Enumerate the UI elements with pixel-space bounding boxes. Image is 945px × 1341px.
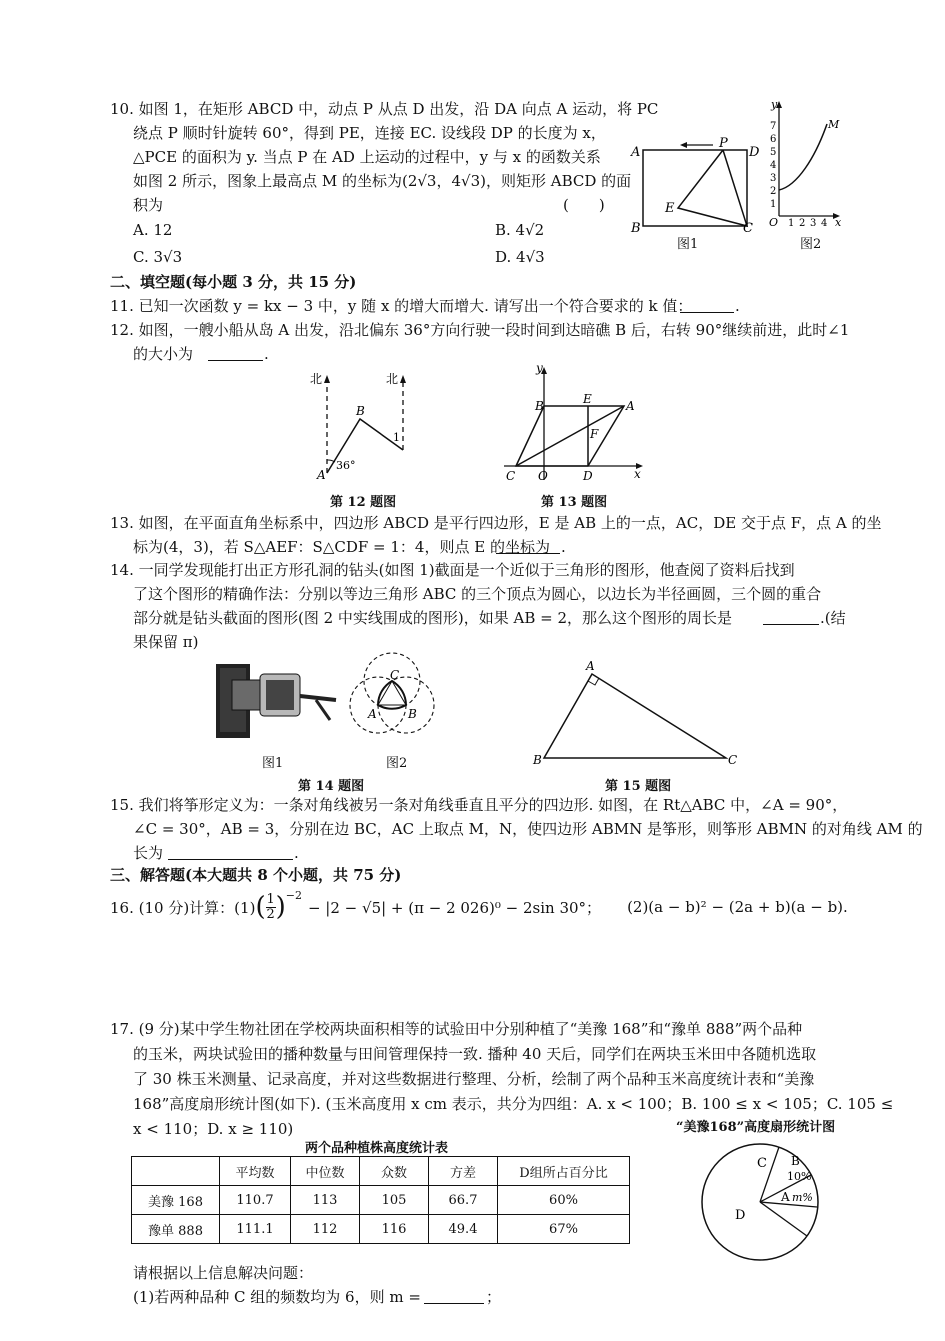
- table-cell: 49.4: [429, 1215, 498, 1244]
- q14-label-a: A: [368, 707, 377, 721]
- q14-line-1: 14. 一同学发现能打出正方形孔洞的钻头(如图 1)截面是一个近似于三角形的图形，他查阅了资料后找到: [110, 561, 795, 579]
- q13-label-d: D: [583, 469, 593, 483]
- table-cell: 67%: [498, 1215, 630, 1244]
- fig1-label-d: D: [749, 145, 760, 160]
- q16-paren-open: (: [255, 892, 266, 922]
- q15-label-c: C: [728, 753, 738, 767]
- q12-label-a: A: [317, 468, 326, 482]
- q17-line-4: 168”高度扇形统计图(如下). (玉米高度用 x cm 表示，共分为四组：A. x < 100；B. 100 ≤ x < 105；C. 105 ≤: [133, 1095, 894, 1113]
- q14-caption: 第 14 题图: [298, 779, 365, 794]
- q10-option-d: D. 4√3: [495, 248, 545, 266]
- q17-line-3: 了 30 株玉米测量、记录高度，并对这些数据进行整理、分析，绘制了两个品种玉米高度统计表和“美豫: [133, 1070, 815, 1088]
- fig2-xtick-4: 4: [821, 218, 828, 229]
- q10-fig2-caption: 图2: [800, 237, 822, 252]
- table-cell: 66.7: [429, 1186, 498, 1215]
- q14-fig2-caption: 图2: [386, 756, 408, 771]
- q10-line-1: 10. 如图 1，在矩形 ABCD 中，动点 P 从点 D 出发，沿 DA 向点 A 运动，将 PC: [110, 100, 659, 118]
- table-cell: 105: [360, 1186, 429, 1215]
- q17-sub-question-1-end: ；: [486, 1288, 502, 1306]
- table-row: [132, 1215, 630, 1244]
- section-2-heading: 二、填空题(每小题 3 分，共 15 分): [110, 273, 357, 291]
- q13-label-y: y: [536, 362, 543, 375]
- q12-north-2: 北: [386, 372, 399, 386]
- q12-angle-1: 1: [393, 431, 400, 444]
- table-header-cell: 平均数: [220, 1157, 291, 1186]
- q14-fig1-caption: 图1: [262, 756, 284, 771]
- q10-line-3: △PCE 的面积为 y. 当点 P 在 AD 上运动的过程中，y 与 x 的函数关系: [133, 148, 601, 166]
- q17-line-2: 的玉米，两块试验田的播种数量与田间管理保持一致. 播种 40 天后，同学们在两块玉米田中各随机选取: [133, 1045, 817, 1063]
- q13-answer-blank[interactable]: [496, 539, 560, 554]
- q15-label-a: A: [586, 659, 595, 673]
- q10-option-b: B. 4√2: [495, 221, 545, 239]
- q17-stat-table: [131, 1156, 630, 1244]
- q14-line-3-tail: .(结: [820, 609, 846, 627]
- fig2-xtick-1: 1: [788, 218, 795, 229]
- q12-answer-blank[interactable]: [208, 346, 263, 361]
- pie-label-d: D: [735, 1208, 746, 1223]
- q10-fig1-caption: 图1: [677, 237, 699, 252]
- q13-line-1: 13. 如图，在平面直角坐标系中，四边形 ABCD 是平行四边形，E 是 AB 上的一点，AC，DE 交于点 F，点 A 的坐: [110, 514, 882, 532]
- q11-end: .: [735, 297, 740, 315]
- fig2-ytick-3: 3: [770, 173, 777, 184]
- q17-line-5: x < 110；D. x ≥ 110): [133, 1120, 294, 1138]
- fig1-label-b: B: [631, 221, 641, 236]
- q15-caption: 第 15 题图: [605, 779, 672, 794]
- table-cell: 美豫 168: [132, 1186, 220, 1215]
- fig2-ytick-5: 5: [770, 147, 777, 158]
- fig2-label-y: y: [771, 98, 778, 111]
- q12-caption: 第 12 题图: [330, 495, 397, 510]
- pie-label-b-pct: 10%: [787, 1170, 812, 1183]
- q16-expression: [110, 890, 848, 924]
- q13-label-f: F: [590, 427, 599, 441]
- q17-pie-title: “美豫168”高度扇形统计图: [676, 1120, 836, 1135]
- table-cell: 116: [360, 1215, 429, 1244]
- q12-angle-36: 36°: [336, 459, 356, 472]
- q10-option-a: A. 12: [133, 221, 173, 239]
- q16-fraction-denominator: 2: [266, 906, 275, 922]
- fig2-ytick-4: 4: [770, 160, 777, 171]
- q15-label-b: B: [533, 753, 542, 767]
- q10-figure-1: [625, 130, 760, 242]
- q10-line-5: 积为: [133, 196, 164, 214]
- table-header-cell: D组所占百分比: [498, 1157, 630, 1186]
- fig1-label-e: E: [665, 201, 675, 216]
- q16-part-1-rest: − |2 − √5| + (π − 2 026)⁰ − 2sin 30°；: [307, 898, 602, 917]
- q12-north-1: 北: [310, 372, 323, 386]
- q17-m-answer-blank[interactable]: [424, 1289, 484, 1304]
- q15-answer-blank[interactable]: [168, 845, 293, 860]
- q11-text: 11. 已知一次函数 y = kx − 3 中，y 随 x 的增大而增大. 请写出一个符合要求的 k 值：: [110, 297, 693, 315]
- q12-end: .: [264, 345, 269, 363]
- q17-line-1: 17. (9 分)某中学生物社团在学校两块面积相等的试验田中分别种植了“美豫 168”和“豫单 888”两个品种: [110, 1020, 803, 1038]
- table-header-cell: 中位数: [291, 1157, 360, 1186]
- pie-label-a-pct: m%: [792, 1191, 813, 1204]
- q13-label-b: B: [535, 399, 544, 413]
- q11-answer-blank[interactable]: [680, 298, 734, 313]
- q16-paren-close: ): [275, 892, 286, 922]
- q13-line-2: 标为(4，3)，若 S△AEF：S△CDF = 1：4，则点 E 的坐标为: [133, 538, 550, 556]
- table-header-cell: 方差: [429, 1157, 498, 1186]
- q15-line-2: ∠C = 30°，AB = 3，分别在边 BC，AC 上取点 M，N，使四边形 ABMN 是筝形，则筝形 ABMN 的对角线 AM 的: [133, 820, 923, 838]
- q10-line-2: 绕点 P 顺时针旋转 60°，得到 PE，连接 EC. 设线段 DP 的长度为 x，: [133, 124, 606, 142]
- table-cell: 60%: [498, 1186, 630, 1215]
- fig2-ytick-1: 1: [770, 199, 777, 210]
- q15-figure: [530, 656, 740, 768]
- q17-pie-chart: [695, 1137, 825, 1267]
- q13-figure: [500, 362, 648, 487]
- fig2-ytick-7: 7: [770, 121, 777, 132]
- pie-label-c: C: [757, 1156, 767, 1171]
- fig2-ytick-6: 6: [770, 134, 777, 145]
- q14-label-c: C: [390, 668, 400, 682]
- fig2-label-m: M: [828, 118, 840, 131]
- q16-part-2: (2)(a − b)² − (2a + b)(a − b).: [627, 898, 848, 916]
- q15-line-1: 15. 我们将筝形定义为：一条对角线被另一条对角线垂直且平分的四边形. 如图，在 Rt△ABC 中，∠A = 90°，: [110, 796, 848, 814]
- fig1-label-p: P: [719, 136, 728, 151]
- q13-label-o: O: [538, 469, 548, 483]
- q12-line-1: 12. 如图，一艘小船从岛 A 出发，沿北偏东 36°方向行驶一段时间到达暗礁 B 后，右转 90°继续前进，此时∠1: [110, 321, 850, 339]
- pie-label-b: B: [791, 1154, 800, 1168]
- fig2-ytick-2: 2: [770, 186, 777, 197]
- table-cell: 112: [291, 1215, 360, 1244]
- q14-reuleaux-figure: [346, 648, 438, 748]
- q17-prompt: 请根据以上信息解决问题：: [133, 1264, 314, 1282]
- q12-line-2: 的大小为: [133, 345, 194, 363]
- q16-exponent: −2: [285, 888, 302, 902]
- q12-figure: [300, 365, 430, 490]
- table-header-row: [132, 1157, 630, 1186]
- fig2-label-x: x: [835, 216, 842, 229]
- q14-line-4: 果保留 π): [133, 633, 199, 651]
- pie-label-a: A: [781, 1190, 790, 1204]
- q15-end: .: [294, 844, 299, 862]
- table-cell: 111.1: [220, 1215, 291, 1244]
- q13-label-x: x: [634, 467, 641, 481]
- table-cell: 113: [291, 1186, 360, 1215]
- q10-figure-2: [765, 98, 845, 232]
- q17-table-title: 两个品种植株高度统计表: [305, 1141, 449, 1156]
- q14-line-2: 了这个图形的精确作法：分别以等边三角形 ABC 的三个顶点为圆心，以边长为半径画圆，三个圆的重合: [133, 585, 822, 603]
- q16-fraction-numerator: 1: [266, 891, 275, 907]
- table-row: [132, 1186, 630, 1215]
- table-header-cell: 众数: [360, 1157, 429, 1186]
- q14-line-3: 部分就是钻头截面的图形(图 2 中实线围成的图形)，如果 AB = 2，那么这个图形的周长是: [133, 609, 733, 627]
- q15-line-3: 长为: [133, 844, 164, 862]
- q13-label-c: C: [506, 469, 516, 483]
- fig2-label-o: O: [769, 216, 779, 229]
- q17-sub-question-1: (1)若两种品种 C 组的频数均为 6，则 m =: [133, 1288, 421, 1306]
- q10-option-c: C. 3√3: [133, 248, 183, 266]
- fig1-label-c: C: [743, 221, 753, 236]
- fig2-xtick-3: 3: [810, 218, 817, 229]
- q14-label-b: B: [408, 707, 417, 721]
- section-3-heading: 三、解答题(本大题共 8 个小题，共 75 分): [110, 866, 402, 884]
- q16-part-1-intro: 16. (10 分)计算：(1): [110, 898, 256, 917]
- q14-answer-blank[interactable]: [763, 610, 819, 625]
- q16-fraction: [266, 893, 276, 922]
- fig2-xtick-2: 2: [799, 218, 806, 229]
- q13-label-a: A: [626, 399, 635, 413]
- q13-label-e: E: [583, 392, 592, 406]
- q14-drill-photo: [212, 660, 342, 742]
- q13-end: .: [561, 538, 566, 556]
- q10-line-4: 如图 2 所示，图象上最高点 M 的坐标为(2√3，4√3)，则矩形 ABCD 的面: [133, 172, 632, 190]
- q13-caption: 第 13 题图: [541, 495, 608, 510]
- table-cell: 110.7: [220, 1186, 291, 1215]
- table-header-cell: [132, 1157, 220, 1186]
- q10-answer-paren: ( ): [563, 196, 605, 214]
- q12-label-b: B: [356, 404, 365, 418]
- fig1-label-a: A: [631, 145, 641, 160]
- table-cell: 豫单 888: [132, 1215, 220, 1244]
